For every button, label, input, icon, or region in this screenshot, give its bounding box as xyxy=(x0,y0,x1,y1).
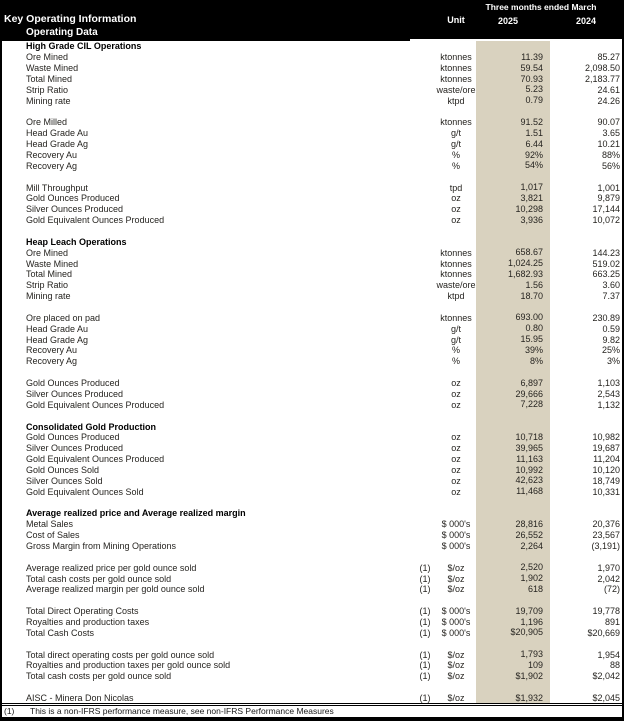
value-2025: 0.80 xyxy=(476,323,550,334)
table-row xyxy=(2,389,622,400)
value-2025 xyxy=(476,638,550,649)
value-2025: 91.52 xyxy=(476,117,550,128)
value-2024: $2,042 xyxy=(592,671,620,682)
row-label: Total Direct Operating Costs xyxy=(26,606,139,617)
row-label: Silver Ounces Produced xyxy=(26,204,124,215)
value-2025: 109 xyxy=(476,660,550,671)
value-2025: $1,902 xyxy=(476,671,550,682)
unit-cell: % xyxy=(451,356,460,367)
value-2024: 2,042 xyxy=(597,573,620,584)
spacer-row xyxy=(2,226,622,237)
row-label: Head Grade Ag xyxy=(26,139,89,150)
unit-cell: ktonnes xyxy=(440,247,472,258)
row-label: Head Grade Ag xyxy=(26,334,89,345)
row-label: Recovery Au xyxy=(26,150,78,161)
value-2025 xyxy=(476,236,550,247)
unit-cell: ktonnes xyxy=(440,269,472,280)
value-2025: 1.56 xyxy=(476,280,550,291)
value-2025: $1,932 xyxy=(476,693,550,704)
row-label: Recovery Ag xyxy=(26,356,78,367)
value-2024: 88 xyxy=(609,660,620,671)
note-reference: (1) xyxy=(419,584,431,595)
value-2025: 18.70 xyxy=(476,291,550,302)
value-2024: 1,103 xyxy=(597,378,620,389)
table-row xyxy=(2,247,622,258)
table-row xyxy=(2,399,622,410)
spacer-row xyxy=(2,638,622,649)
table-body xyxy=(2,41,622,703)
unit-cell: tpd xyxy=(449,182,463,193)
value-2024: 24.26 xyxy=(597,95,620,106)
table-row xyxy=(2,693,622,704)
value-2025: 70.93 xyxy=(476,74,550,85)
value-2025 xyxy=(476,508,550,519)
table-row xyxy=(2,128,622,139)
table-row xyxy=(2,182,622,193)
row-label: Ore Mined xyxy=(26,52,69,63)
value-2025: 618 xyxy=(476,584,550,595)
value-2024: 1,954 xyxy=(597,649,620,660)
row-label: Waste Mined xyxy=(26,258,79,269)
value-2024: 663.25 xyxy=(592,269,620,280)
value-2024: 230.89 xyxy=(592,312,620,323)
column-header-unit: Unit xyxy=(447,15,465,25)
unit-cell: ktonnes xyxy=(440,117,472,128)
unit-cell: $/oz xyxy=(447,562,465,573)
section-row xyxy=(2,41,622,52)
table-row xyxy=(2,204,622,215)
value-2025: 1,793 xyxy=(476,649,550,660)
value-2025: 2,520 xyxy=(476,562,550,573)
note-reference: (1) xyxy=(419,649,431,660)
unit-cell: ktonnes xyxy=(440,52,472,63)
table-row xyxy=(2,215,622,226)
value-2024: (3,191) xyxy=(591,540,620,551)
value-2025: 11,468 xyxy=(476,486,550,497)
value-2025: 6,897 xyxy=(476,378,550,389)
table-row xyxy=(2,117,622,128)
note-reference: (1) xyxy=(419,616,431,627)
table-row xyxy=(2,52,622,63)
table-row xyxy=(2,312,622,323)
value-2024: 9.82 xyxy=(602,334,620,345)
unit-cell: oz xyxy=(451,464,461,475)
value-2025: 1.51 xyxy=(476,128,550,139)
value-2024: 19,687 xyxy=(592,443,620,454)
unit-cell: $ 000's xyxy=(441,616,471,627)
table-row xyxy=(2,530,622,541)
column-header-2024: 2024 xyxy=(575,16,597,26)
table-row xyxy=(2,573,622,584)
value-2025 xyxy=(476,421,550,432)
unit-cell: ktonnes xyxy=(440,258,472,269)
row-label: Total Mined xyxy=(26,269,73,280)
value-2024: 3.60 xyxy=(602,280,620,291)
unit-cell: $/oz xyxy=(447,573,465,584)
row-label: Gold Equivalent Ounces Produced xyxy=(26,399,165,410)
value-2024: 19,778 xyxy=(592,606,620,617)
table-row xyxy=(2,562,622,573)
value-2025: 1,024.25 xyxy=(476,258,550,269)
table-row xyxy=(2,160,622,171)
spacer-row xyxy=(2,410,622,421)
row-label: Gold Equivalent Ounces Produced xyxy=(26,215,165,226)
value-2025: 54% xyxy=(476,160,550,171)
unit-cell: oz xyxy=(451,432,461,443)
unit-cell: oz xyxy=(451,193,461,204)
value-2024: 10,072 xyxy=(592,215,620,226)
value-2024: 1,132 xyxy=(597,399,620,410)
footnote-marker: (1) xyxy=(4,706,15,717)
value-2025 xyxy=(476,595,550,606)
value-2024: 25% xyxy=(601,345,620,356)
spacer-row xyxy=(2,551,622,562)
table-row xyxy=(2,432,622,443)
unit-cell: % xyxy=(451,150,460,161)
row-label: Mining rate xyxy=(26,291,71,302)
unit-cell: $/oz xyxy=(447,692,465,703)
value-2024: 9,879 xyxy=(597,193,620,204)
unit-cell: oz xyxy=(451,475,461,486)
table-row xyxy=(2,356,622,367)
note-reference: (1) xyxy=(419,573,431,584)
row-label: Silver Ounces Produced xyxy=(26,388,124,399)
unit-cell: $/oz xyxy=(447,584,465,595)
value-2025: 28,816 xyxy=(476,519,550,530)
row-label: Strip Ratio xyxy=(26,84,69,95)
table-row xyxy=(2,465,622,476)
row-label: Silver Ounces Produced xyxy=(26,443,124,454)
value-2024: 23,567 xyxy=(592,530,620,541)
spacer-row xyxy=(2,367,622,378)
value-2024: 10.21 xyxy=(597,139,620,150)
value-2025: 658.67 xyxy=(476,247,550,258)
unit-cell: oz xyxy=(451,486,461,497)
value-2025: 3,821 xyxy=(476,193,550,204)
value-2025 xyxy=(476,226,550,237)
value-2024: 1,970 xyxy=(597,562,620,573)
row-label: Total direct operating costs per gold ounce sold xyxy=(26,649,215,660)
spacer-row xyxy=(2,682,622,693)
row-label: Mill Throughput xyxy=(26,182,88,193)
row-label: Gold Ounces Produced xyxy=(26,378,120,389)
spacer-row xyxy=(2,106,622,117)
table-row xyxy=(2,139,622,150)
table-row xyxy=(2,443,622,454)
row-label: Total cash costs per gold ounce sold xyxy=(26,573,172,584)
unit-cell: waste/ore xyxy=(436,280,476,291)
value-2024: 0.59 xyxy=(602,323,620,334)
value-2025: 26,552 xyxy=(476,530,550,541)
value-2024: 2,098.50 xyxy=(584,63,620,74)
spacer-row xyxy=(2,171,622,182)
value-2025 xyxy=(476,302,550,313)
spacer-row xyxy=(2,497,622,508)
value-2024: 7.37 xyxy=(602,291,620,302)
value-2025: 10,298 xyxy=(476,204,550,215)
row-label: Recovery Ag xyxy=(26,160,78,171)
unit-cell: $/oz xyxy=(447,671,465,682)
value-2025: 39% xyxy=(476,345,550,356)
value-2025: 1,196 xyxy=(476,617,550,628)
note-reference: (1) xyxy=(419,562,431,573)
row-label: Strip Ratio xyxy=(26,280,69,291)
section-row xyxy=(2,236,622,247)
note-reference: (1) xyxy=(419,660,431,671)
table-row xyxy=(2,617,622,628)
value-2025: 19,709 xyxy=(476,606,550,617)
row-label: AISC - Minera Don Nicolas xyxy=(26,692,134,703)
value-2024: 20,376 xyxy=(592,519,620,530)
value-2024: 18,749 xyxy=(592,475,620,486)
unit-cell: $ 000's xyxy=(441,627,471,638)
table-row xyxy=(2,627,622,638)
value-2024: 85.27 xyxy=(597,52,620,63)
unit-cell: oz xyxy=(451,204,461,215)
value-2024: 891 xyxy=(604,616,620,627)
table-row xyxy=(2,649,622,660)
row-label: Gold Ounces Produced xyxy=(26,193,120,204)
table-row xyxy=(2,606,622,617)
note-reference: (1) xyxy=(419,627,431,638)
row-label: Mining rate xyxy=(26,95,71,106)
note-reference: (1) xyxy=(419,692,431,703)
row-label: Gold Equivalent Ounces Sold xyxy=(26,486,144,497)
unit-cell: waste/ore xyxy=(436,84,476,95)
value-2025: 59.54 xyxy=(476,63,550,74)
row-label: Gold Equivalent Ounces Produced xyxy=(26,454,165,465)
table-row xyxy=(2,475,622,486)
value-2025 xyxy=(476,171,550,182)
unit-cell: g/t xyxy=(450,128,461,139)
value-2025 xyxy=(476,367,550,378)
table-row xyxy=(2,671,622,682)
period-label: Three months ended March xyxy=(485,2,597,12)
value-2025 xyxy=(476,106,550,117)
value-2025: 2,264 xyxy=(476,541,550,552)
value-2024: 17,144 xyxy=(592,204,620,215)
value-2024: 90.07 xyxy=(597,117,620,128)
value-2024: $20,669 xyxy=(587,627,620,638)
unit-cell: ktpd xyxy=(447,291,465,302)
unit-cell: $/oz xyxy=(447,660,465,671)
value-2025: 5.23 xyxy=(476,84,550,95)
section-title: High Grade CIL Operations xyxy=(26,41,142,52)
value-2024: 3.65 xyxy=(602,128,620,139)
value-2025: 6.44 xyxy=(476,139,550,150)
note-reference: (1) xyxy=(419,606,431,617)
footnote-text: This is a non-IFRS performance measure, see non-IFRS Performance Measures xyxy=(30,706,334,717)
row-label: Ore Milled xyxy=(26,117,68,128)
section-title: Consolidated Gold Production xyxy=(26,421,156,432)
value-2024: 10,331 xyxy=(592,486,620,497)
row-label: Ore Mined xyxy=(26,247,69,258)
spacer-row xyxy=(2,595,622,606)
table-row xyxy=(2,280,622,291)
unit-cell: oz xyxy=(451,443,461,454)
value-2025: 10,992 xyxy=(476,465,550,476)
table-header xyxy=(2,0,622,39)
unit-cell: % xyxy=(451,160,460,171)
value-2025: 29,666 xyxy=(476,389,550,400)
report-frame xyxy=(2,0,622,717)
row-label: Total cash costs per gold ounce sold xyxy=(26,671,172,682)
unit-cell: oz xyxy=(451,399,461,410)
note-reference: (1) xyxy=(419,671,431,682)
spacer-row xyxy=(2,302,622,313)
value-2025: 11.39 xyxy=(476,52,550,63)
value-2025: 92% xyxy=(476,150,550,161)
value-2024: 88% xyxy=(601,150,620,161)
table-row xyxy=(2,291,622,302)
unit-cell: oz xyxy=(451,215,461,226)
unit-cell: $/oz xyxy=(447,649,465,660)
unit-cell: g/t xyxy=(450,323,461,334)
table-row xyxy=(2,519,622,530)
value-2024: 519.02 xyxy=(592,258,620,269)
table-row xyxy=(2,84,622,95)
table-row xyxy=(2,150,622,161)
table-row xyxy=(2,454,622,465)
row-label: Gold Ounces Sold xyxy=(26,464,100,475)
table-row xyxy=(2,378,622,389)
row-label: Silver Ounces Sold xyxy=(26,475,103,486)
value-2024: 2,543 xyxy=(597,388,620,399)
value-2025: 693.00 xyxy=(476,312,550,323)
value-2024: 2,183.77 xyxy=(584,74,620,84)
value-2025: 15.95 xyxy=(476,334,550,345)
value-2025: 0.79 xyxy=(476,95,550,106)
value-2025 xyxy=(476,410,550,421)
value-2024: 11,204 xyxy=(593,454,620,465)
value-2025: 10,718 xyxy=(476,432,550,443)
value-2025 xyxy=(476,682,550,693)
row-label: Average realized margin per gold ounce sold xyxy=(26,584,205,595)
value-2025: 11,163 xyxy=(476,454,550,465)
table-row xyxy=(2,660,622,671)
value-2025: 3,936 xyxy=(476,215,550,226)
table-row xyxy=(2,541,622,552)
row-label: Total Cash Costs xyxy=(26,627,95,638)
unit-cell: oz xyxy=(451,388,461,399)
row-label: Ore placed on pad xyxy=(26,312,101,323)
row-label: Head Grade Au xyxy=(26,128,89,139)
value-2025: $20,905 xyxy=(476,627,550,638)
row-label: Cost of Sales xyxy=(26,530,80,541)
row-label: Head Grade Au xyxy=(26,323,89,334)
section-title: Heap Leach Operations xyxy=(26,236,127,247)
section-title: Average realized price and Average realized margin xyxy=(26,508,246,519)
value-2024: 10,982 xyxy=(592,432,620,443)
row-label: Gold Ounces Produced xyxy=(26,432,120,443)
unit-cell: ktonnes xyxy=(440,74,472,84)
value-2024: 10,120 xyxy=(592,464,620,475)
row-label: Royalties and production taxes xyxy=(26,616,150,627)
value-2025: 1,682.93 xyxy=(476,269,550,280)
table-row xyxy=(2,334,622,345)
table-row xyxy=(2,486,622,497)
section-row xyxy=(2,508,622,519)
row-label: Gross Margin from Mining Operations xyxy=(26,540,177,551)
section-subtitle: Operating Data xyxy=(26,27,98,38)
row-label: Average realized price per gold ounce sold xyxy=(26,562,197,573)
value-2025 xyxy=(476,551,550,562)
table-row xyxy=(2,74,622,85)
table-row xyxy=(2,584,622,595)
value-2025: 42,623 xyxy=(476,475,550,486)
unit-cell: ktonnes xyxy=(440,312,472,323)
table-row xyxy=(2,95,622,106)
value-2025: 1,017 xyxy=(476,182,550,193)
unit-cell: oz xyxy=(451,378,461,389)
row-label: Metal Sales xyxy=(26,519,74,530)
unit-cell: % xyxy=(451,345,460,356)
unit-cell: oz xyxy=(451,454,461,465)
table-row xyxy=(2,323,622,334)
section-row xyxy=(2,421,622,432)
value-2025 xyxy=(476,41,550,52)
table-row xyxy=(2,258,622,269)
unit-cell: g/t xyxy=(450,139,461,150)
unit-cell: ktonnes xyxy=(440,63,472,74)
table-row xyxy=(2,269,622,280)
unit-cell: $ 000's xyxy=(441,530,471,541)
table-row xyxy=(2,193,622,204)
value-2025 xyxy=(476,497,550,508)
unit-cell: $ 000's xyxy=(441,540,471,551)
value-2025: 8% xyxy=(476,356,550,367)
row-label: Recovery Au xyxy=(26,345,78,356)
unit-cell: ktpd xyxy=(447,95,465,106)
unit-cell: $ 000's xyxy=(441,606,471,617)
value-2025: 39,965 xyxy=(476,443,550,454)
footnote-row xyxy=(2,706,622,716)
value-2024: (72) xyxy=(603,584,620,595)
unit-cell: g/t xyxy=(450,334,461,345)
row-label: Total Mined xyxy=(26,74,73,84)
value-2024: 144.23 xyxy=(592,247,620,258)
row-label: Waste Mined xyxy=(26,63,79,74)
unit-cell: $ 000's xyxy=(441,519,471,530)
page-title: Key Operating Information xyxy=(4,13,137,25)
value-2024: 56% xyxy=(601,160,620,171)
value-2024: $2,045 xyxy=(592,692,620,703)
value-2025: 7,228 xyxy=(476,399,550,410)
value-2025: 1,902 xyxy=(476,573,550,584)
table-row xyxy=(2,345,622,356)
value-2024: 24.61 xyxy=(597,84,620,95)
value-2024: 1,001 xyxy=(597,182,620,193)
value-2024: 3% xyxy=(606,356,620,367)
row-label: Royalties and production taxes per gold ounce sold xyxy=(26,660,231,671)
table-row xyxy=(2,63,622,74)
column-header-2025: 2025 xyxy=(497,16,519,26)
